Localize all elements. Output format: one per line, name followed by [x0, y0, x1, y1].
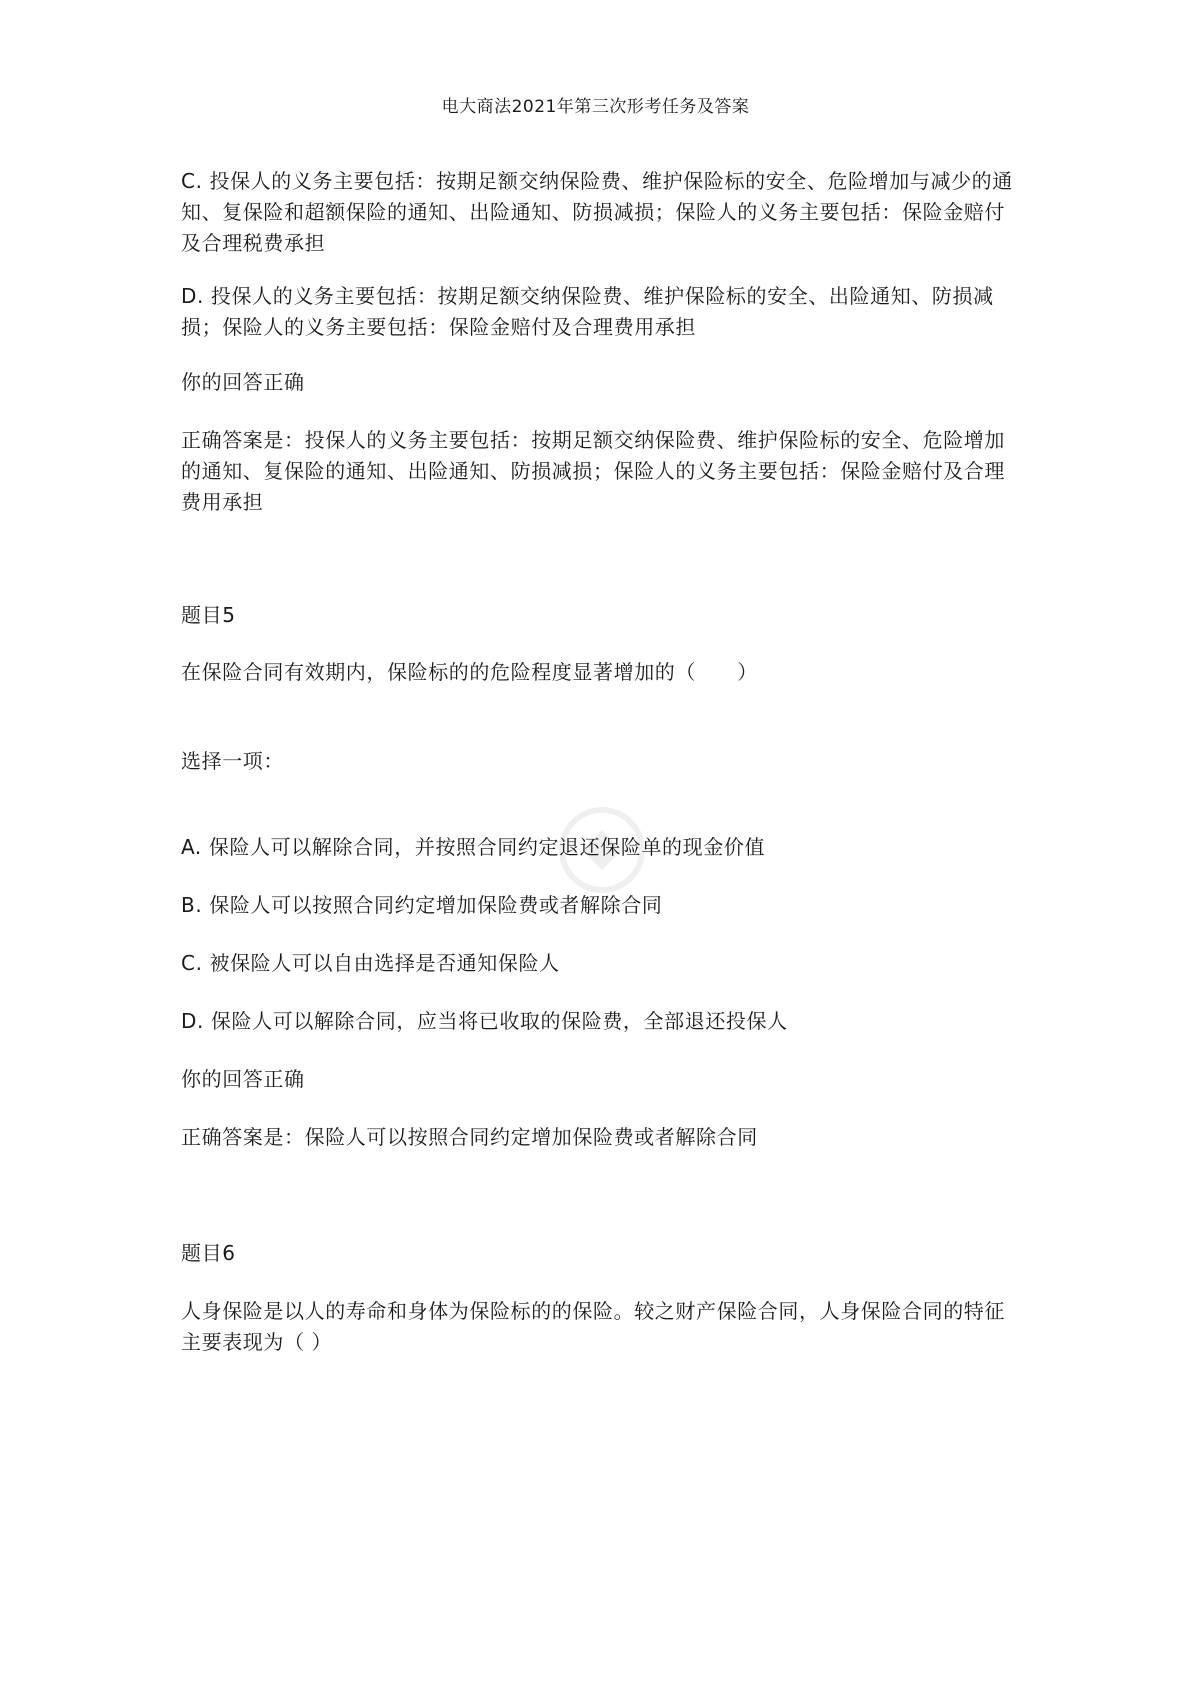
q5-option-b: B. 保险人可以按照合同约定增加保险费或者解除合同	[181, 893, 663, 917]
q5-result: 你的回答正确	[181, 1067, 305, 1091]
q4-correct-answer: 正确答案是：投保人的义务主要包括：按期足额交纳保险费、维护保险标的安全、危险增加的通知、复保险的通知、出险通知、防损减损；保险人的义务主要包括：保险金赔付及合理费用承担	[181, 428, 1005, 514]
q5-question: 在保险合同有效期内，保险标的的危险程度显著增加的（ ）	[181, 660, 758, 684]
q6-number: 题目6	[181, 1241, 236, 1265]
q6-question: 人身保险是以人的寿命和身体为保险标的的保险。较之财产保险合同，人身保险合同的特征主要表现为（ ）	[181, 1299, 1005, 1354]
q5-option-c: C. 被保险人可以自由选择是否通知保险人	[181, 951, 560, 975]
q4-option-d: D. 投保人的义务主要包括：按期足额交纳保险费、维护保险标的安全、出险通知、防损减损；保险人的义务主要包括：保险金赔付及合理费用承担	[181, 284, 994, 339]
q4-option-c: C. 投保人的义务主要包括：按期足额交纳保险费、维护保险标的安全、危险增加与减少的通知、复保险和超额保险的通知、出险通知、防损减损；保险人的义务主要包括：保险金赔付及合理税费承担	[181, 169, 1013, 255]
q5-correct-answer: 正确答案是：保险人可以按照合同约定增加保险费或者解除合同	[181, 1125, 758, 1149]
q5-option-d: D. 保险人可以解除合同，应当将已收取的保险费，全部退还投保人	[181, 1009, 788, 1033]
q5-option-a: A. 保险人可以解除合同，并按照合同约定退还保险单的现金价值	[181, 835, 766, 859]
page-header: 电大商法2021年第三次形考任务及答案	[441, 97, 750, 117]
q5-number: 题目5	[181, 603, 236, 627]
q4-result: 你的回答正确	[181, 370, 305, 394]
q5-prompt: 选择一项：	[181, 749, 284, 773]
